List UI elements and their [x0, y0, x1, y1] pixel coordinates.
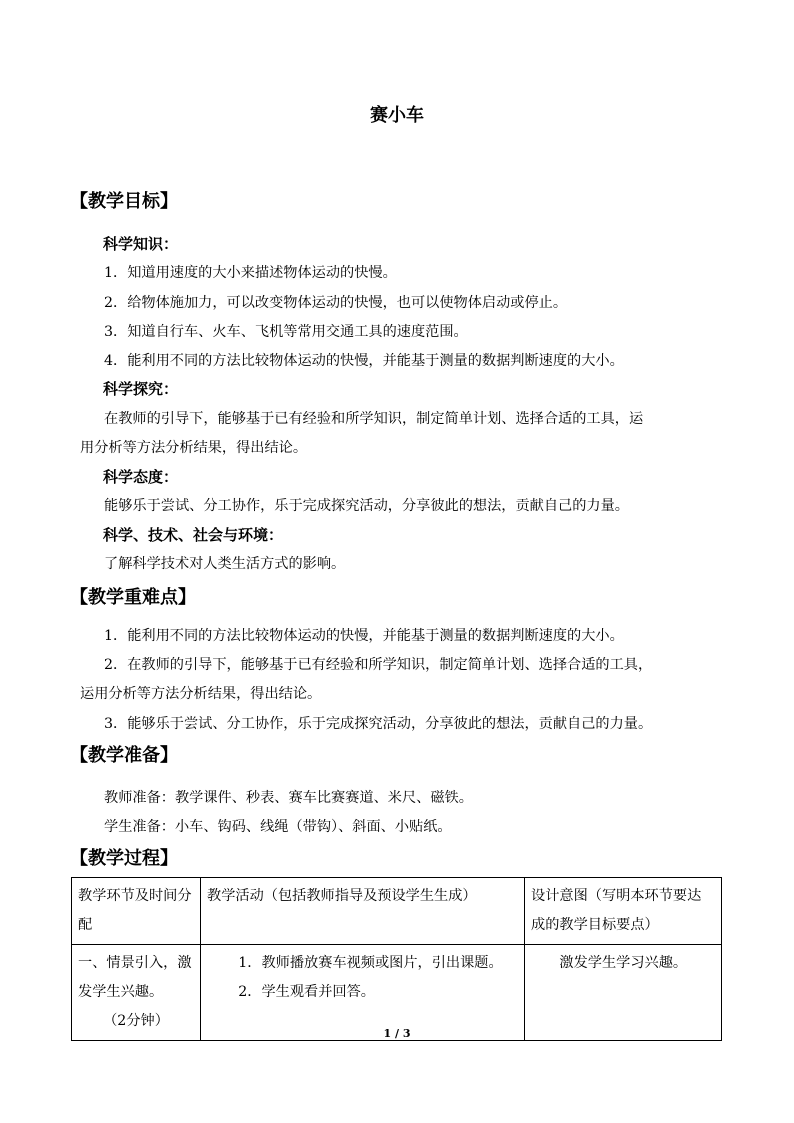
student-preparation: 学生准备：小车、钩码、线绳（带钩）、斜面、小贴纸。 [104, 819, 452, 835]
key-point-2-line-1: 2．在教师的引导下，能够基于已有经验和所学知识，制定简单计划、选择合适的工具， [104, 657, 653, 673]
section-heading-goals: 【教学目标】 [70, 191, 178, 212]
row1-stage: 一、情景引入，激发学生兴趣。 [78, 955, 192, 1000]
stse-text: 了解科学技术对人类生活方式的影响。 [104, 556, 346, 572]
header-stage-time: 教学环节及时间分配 [72, 878, 201, 945]
label-science-inquiry: 科学探究： [103, 380, 179, 398]
table-header-row [72, 878, 722, 945]
key-point-3: 3．能够乐于尝试、分工协作，乐于完成探究活动，分享彼此的想法，贡献自己的力量。 [104, 716, 653, 732]
row1-activity-1: 1．教师播放赛车视频或图片，引出课题。 [238, 955, 503, 971]
knowledge-item-1: 1．知道用速度的大小来描述物体运动的快慢。 [104, 265, 397, 281]
key-point-1: 1．能利用不同的方法比较物体运动的快慢，并能基于测量的数据判断速度的大小。 [104, 628, 624, 644]
page-number: 1 / 3 [383, 1027, 411, 1040]
label-stse: 科学、技术、社会与环境： [103, 526, 284, 544]
header-intent: 设计意图（写明本环节要达成的教学目标要点） [525, 878, 722, 945]
inquiry-text-line-1: 在教师的引导下，能够基于已有经验和所学知识，制定简单计划、选择合适的工具，运 [104, 411, 644, 427]
teacher-preparation: 教师准备：教学课件、秒表、赛车比赛赛道、米尺、磁铁。 [104, 790, 473, 806]
label-science-attitude: 科学态度： [103, 468, 179, 486]
document-title: 赛小车 [370, 105, 424, 126]
row1-activity-2: 2．学生观看并回答。 [238, 984, 375, 1000]
inquiry-text-line-2: 用分析等方法分析结果，得出结论。 [80, 440, 308, 456]
knowledge-item-3: 3．知道自行车、火车、飞机等常用交通工具的速度范围。 [104, 324, 468, 340]
attitude-text: 能够乐于尝试、分工协作，乐于完成探究活动，分享彼此的想法，贡献自己的力量。 [104, 498, 629, 514]
label-science-knowledge: 科学知识： [103, 235, 179, 253]
row1-intent: 激发学生学习兴趣。 [559, 955, 688, 971]
knowledge-item-2: 2．给物体施加力，可以改变物体运动的快慢，也可以使物体启动或停止。 [104, 295, 568, 311]
header-activity: 教学活动（包括教师指导及预设学生生成） [201, 878, 525, 945]
process-table [71, 877, 722, 1041]
row1-time: （2分钟） [103, 1013, 169, 1029]
section-heading-key-points: 【教学重难点】 [70, 587, 196, 608]
knowledge-item-4: 4．能利用不同的方法比较物体运动的快慢，并能基于测量的数据判断速度的大小。 [104, 353, 624, 369]
key-point-2-line-2: 运用分析等方法分析结果，得出结论。 [80, 686, 322, 702]
section-heading-preparation: 【教学准备】 [70, 745, 178, 766]
section-heading-process: 【教学过程】 [70, 848, 178, 869]
